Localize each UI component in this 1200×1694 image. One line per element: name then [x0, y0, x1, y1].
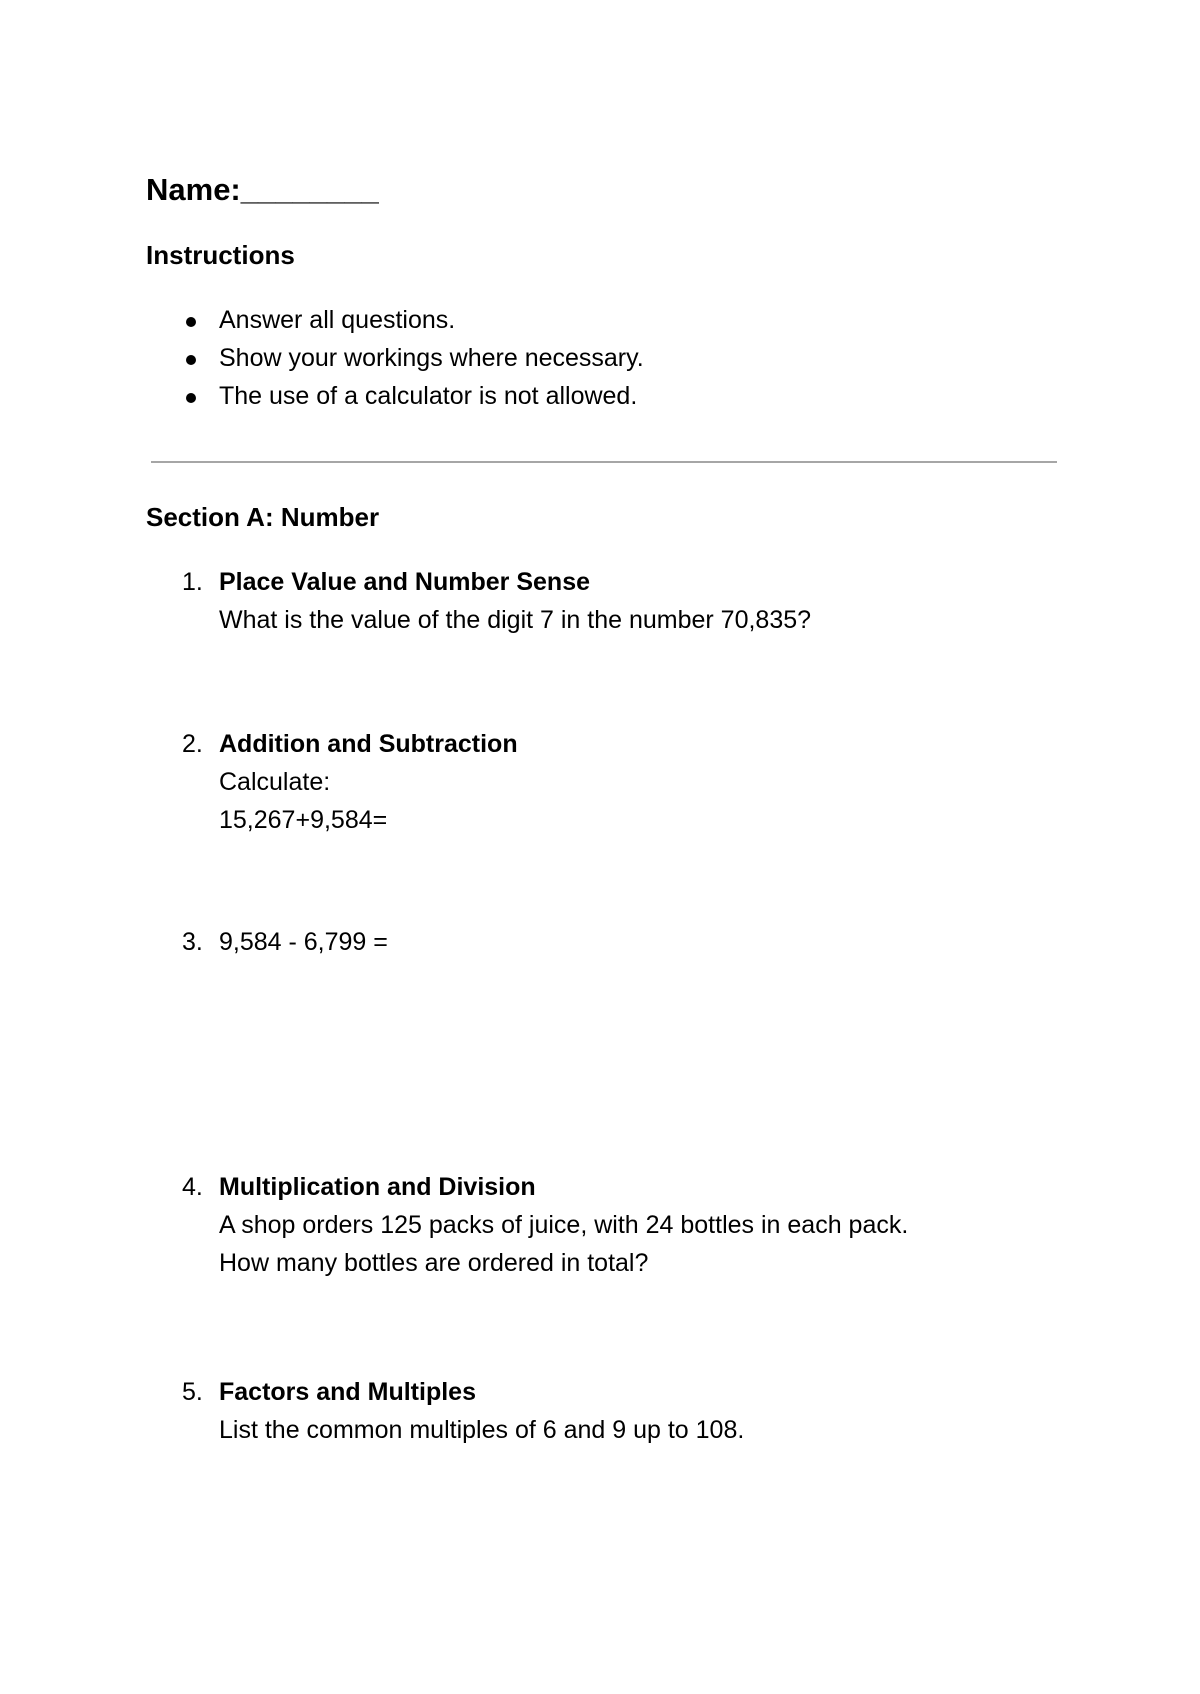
question-title: Place Value and Number Sense [219, 568, 590, 596]
question-expression: 9,584 - 6,799 = [219, 928, 388, 956]
question-text: List the common multiples of 6 and 9 up to 108. [219, 1416, 745, 1444]
bullet-icon [186, 317, 196, 327]
instruction-text: Show your workings where necessary. [219, 344, 644, 372]
question-text: What is the value of the digit 7 in the number 70,835? [219, 606, 812, 634]
question-title: Multiplication and Division [219, 1173, 536, 1201]
bullet-icon [186, 393, 196, 403]
question-text: Calculate: [219, 768, 331, 796]
question-number: 3. [182, 928, 203, 956]
question-number: 4. [182, 1173, 203, 1201]
name-field-line: Name:________ [146, 172, 379, 207]
question-body [219, 1168, 908, 1282]
horizontal-divider [151, 461, 1057, 463]
question-text: How many bottles are ordered in total? [219, 1249, 649, 1277]
instructions-heading: Instructions [146, 240, 295, 270]
question-body [219, 563, 811, 639]
instruction-item [146, 340, 644, 378]
instruction-text: Answer all questions. [219, 306, 456, 334]
question-title: Addition and Subtraction [219, 730, 518, 758]
question-body [219, 725, 518, 839]
instructions-list [146, 302, 644, 416]
question-text: A shop orders 125 packs of juice, with 24 bottles in each pack. [219, 1211, 909, 1239]
instruction-item [146, 302, 644, 340]
question-number: 1. [182, 568, 203, 596]
bullet-icon [186, 355, 196, 365]
question-number: 2. [182, 730, 203, 758]
question-expression: 15,267+9,584= [219, 806, 388, 834]
question-title: Factors and Multiples [219, 1378, 476, 1406]
instruction-item [146, 378, 644, 416]
question-number: 5. [182, 1378, 203, 1406]
instruction-text: The use of a calculator is not allowed. [219, 382, 638, 410]
question-body [219, 923, 388, 961]
question-body [219, 1373, 744, 1449]
section-a-heading: Section A: Number [146, 502, 380, 532]
